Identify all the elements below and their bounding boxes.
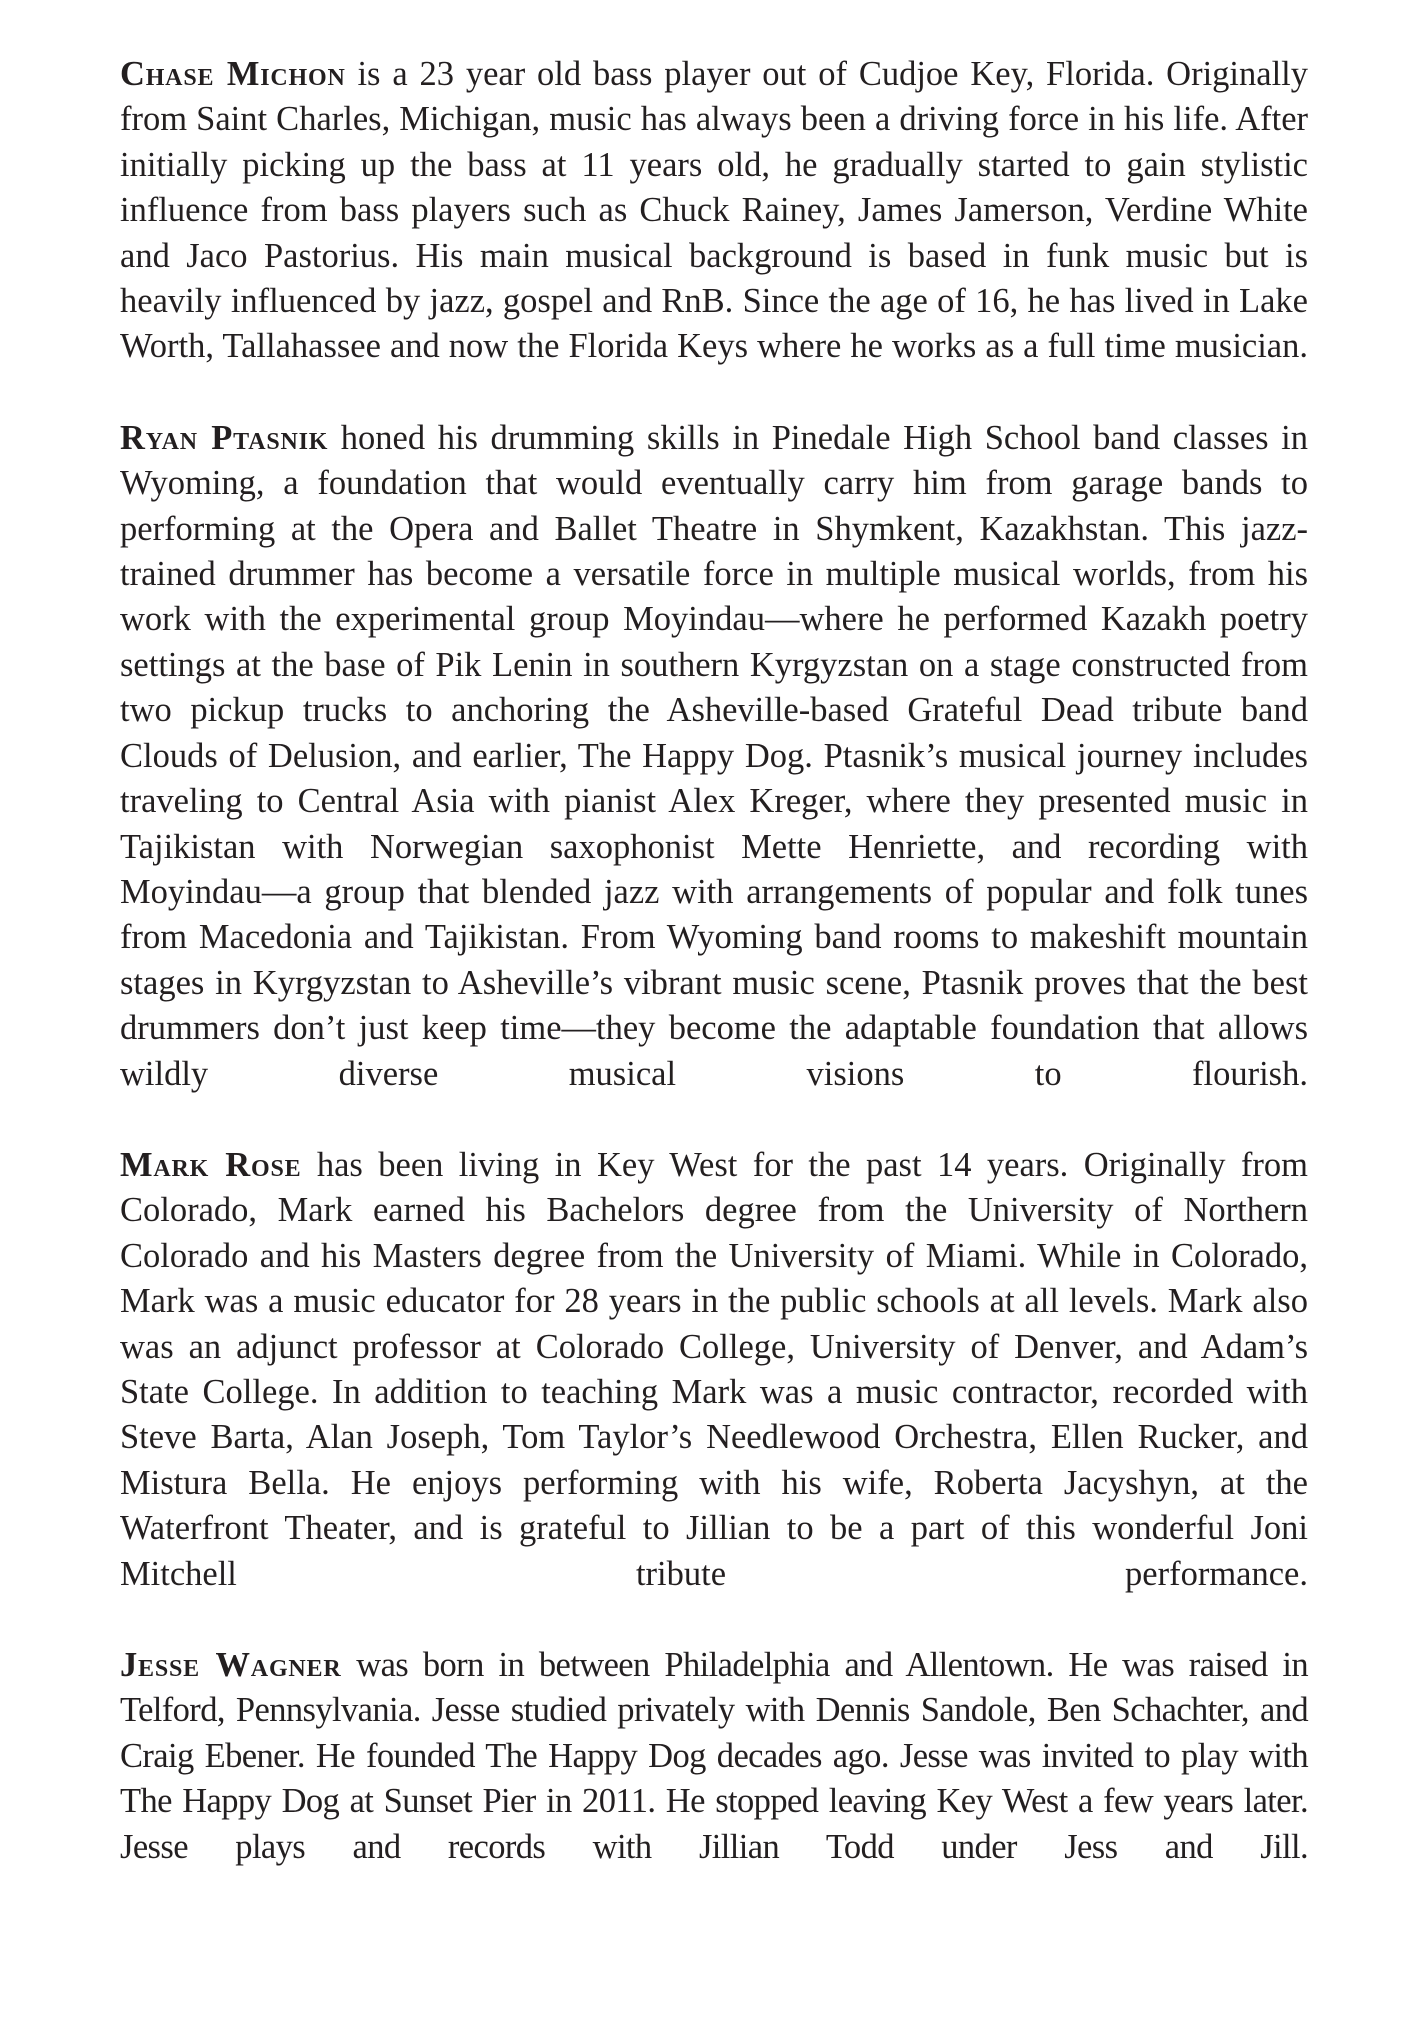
bio-mark-rose	[120, 1143, 1308, 1597]
bio-name: Jesse Wagner	[120, 1646, 342, 1684]
bio-chase-michon	[120, 52, 1308, 370]
bio-page	[120, 52, 1308, 1916]
bio-text: is a 23 year old bass player out of Cudjoe Key, Florida. Originally from Saint Charles, Michigan, music has always been a driving force in his life. After initially picking up the bass at 11 years old, he gradually started to gain stylistic influence from bass players such as Chuck Rainey, James Jamerson, Verdine White and Jaco Pastorius. His main musical background is based in funk music but is heavily influenced by jazz, gospel and RnB. Since the age of 16, he has lived in Lake Worth, Tallahassee and now the Florida Keys where he works as a full time musician.	[120, 55, 1308, 366]
bio-name: Chase Michon	[120, 55, 346, 93]
bio-name: Ryan Ptasnik	[120, 418, 329, 457]
bio-text: has been living in Key West for the past 14 years. Originally from Colorado, Mark earned his Bachelors degree from the University of Northern Colorado and his Masters degree from the University of Miami. While in Colorado, Mark was a music educator for 28 years in the public schools at all levels. Mark also was an adjunct professor at Colorado College, University of Denver, and Adam’s State College. In addition to teaching Mark was a music contractor, recorded with Steve Barta, Alan Joseph, Tom Taylor’s Needlewood Orchestra, Ellen Rucker, and Mistura Bella. He enjoys performing with his wife, Roberta Jacyshyn, at the Waterfront Theater, and is grateful to Jillian to be a part of this wonderful Joni Mitchell tribute performance.	[120, 1145, 1308, 1593]
bio-jesse-wagner	[120, 1643, 1308, 1870]
bio-ryan-ptasnik	[120, 416, 1308, 1097]
bio-text: was born in between Philadelphia and Allentown. He was raised in Telford, Pennsylvania. Jesse studied privately with Dennis Sandole, Ben Schachter, and Craig Ebener. He founded The Happy Dog decades ago. Jesse was invited to play with The Happy Dog at Sunset Pier in 2011. He stopped leaving Key West a few years later. Jesse plays and records with Jillian Todd under Jess and Jill.	[120, 1646, 1308, 1866]
bio-text: honed his drumming skills in Pinedale High School band classes in Wyoming, a foundation that would eventually carry him from garage bands to performing at the Opera and Ballet Theatre in Shymkent, Kazakhstan. This jazz-trained drummer has become a versatile force in multiple musical worlds, from his work with the experimental group Moyindau—where he performed Kazakh poetry settings at the base of Pik Lenin in southern Kyrgyzstan on a stage constructed from two pickup trucks to anchoring the Asheville-based Grateful Dead tribute band Clouds of Delusion, and earlier, The Happy Dog. Ptasnik’s musical journey includes traveling to Central Asia with pianist Alex Kreger, where they presented music in Tajikistan with Norwegian saxophonist Mette Henriette, and recording with Moyindau—a group that blended jazz with arrangements of popular and folk tunes from Macedonia and Tajikistan. From Wyoming band rooms to makeshift mountain stages in Kyrgyzstan to Asheville’s vibrant music scene, Ptasnik proves that the best drummers don’t just keep time—they become the adaptable foundation that allows wildly diverse musical visions to flourish.	[120, 418, 1308, 1093]
bio-name: Mark Rose	[120, 1145, 302, 1184]
